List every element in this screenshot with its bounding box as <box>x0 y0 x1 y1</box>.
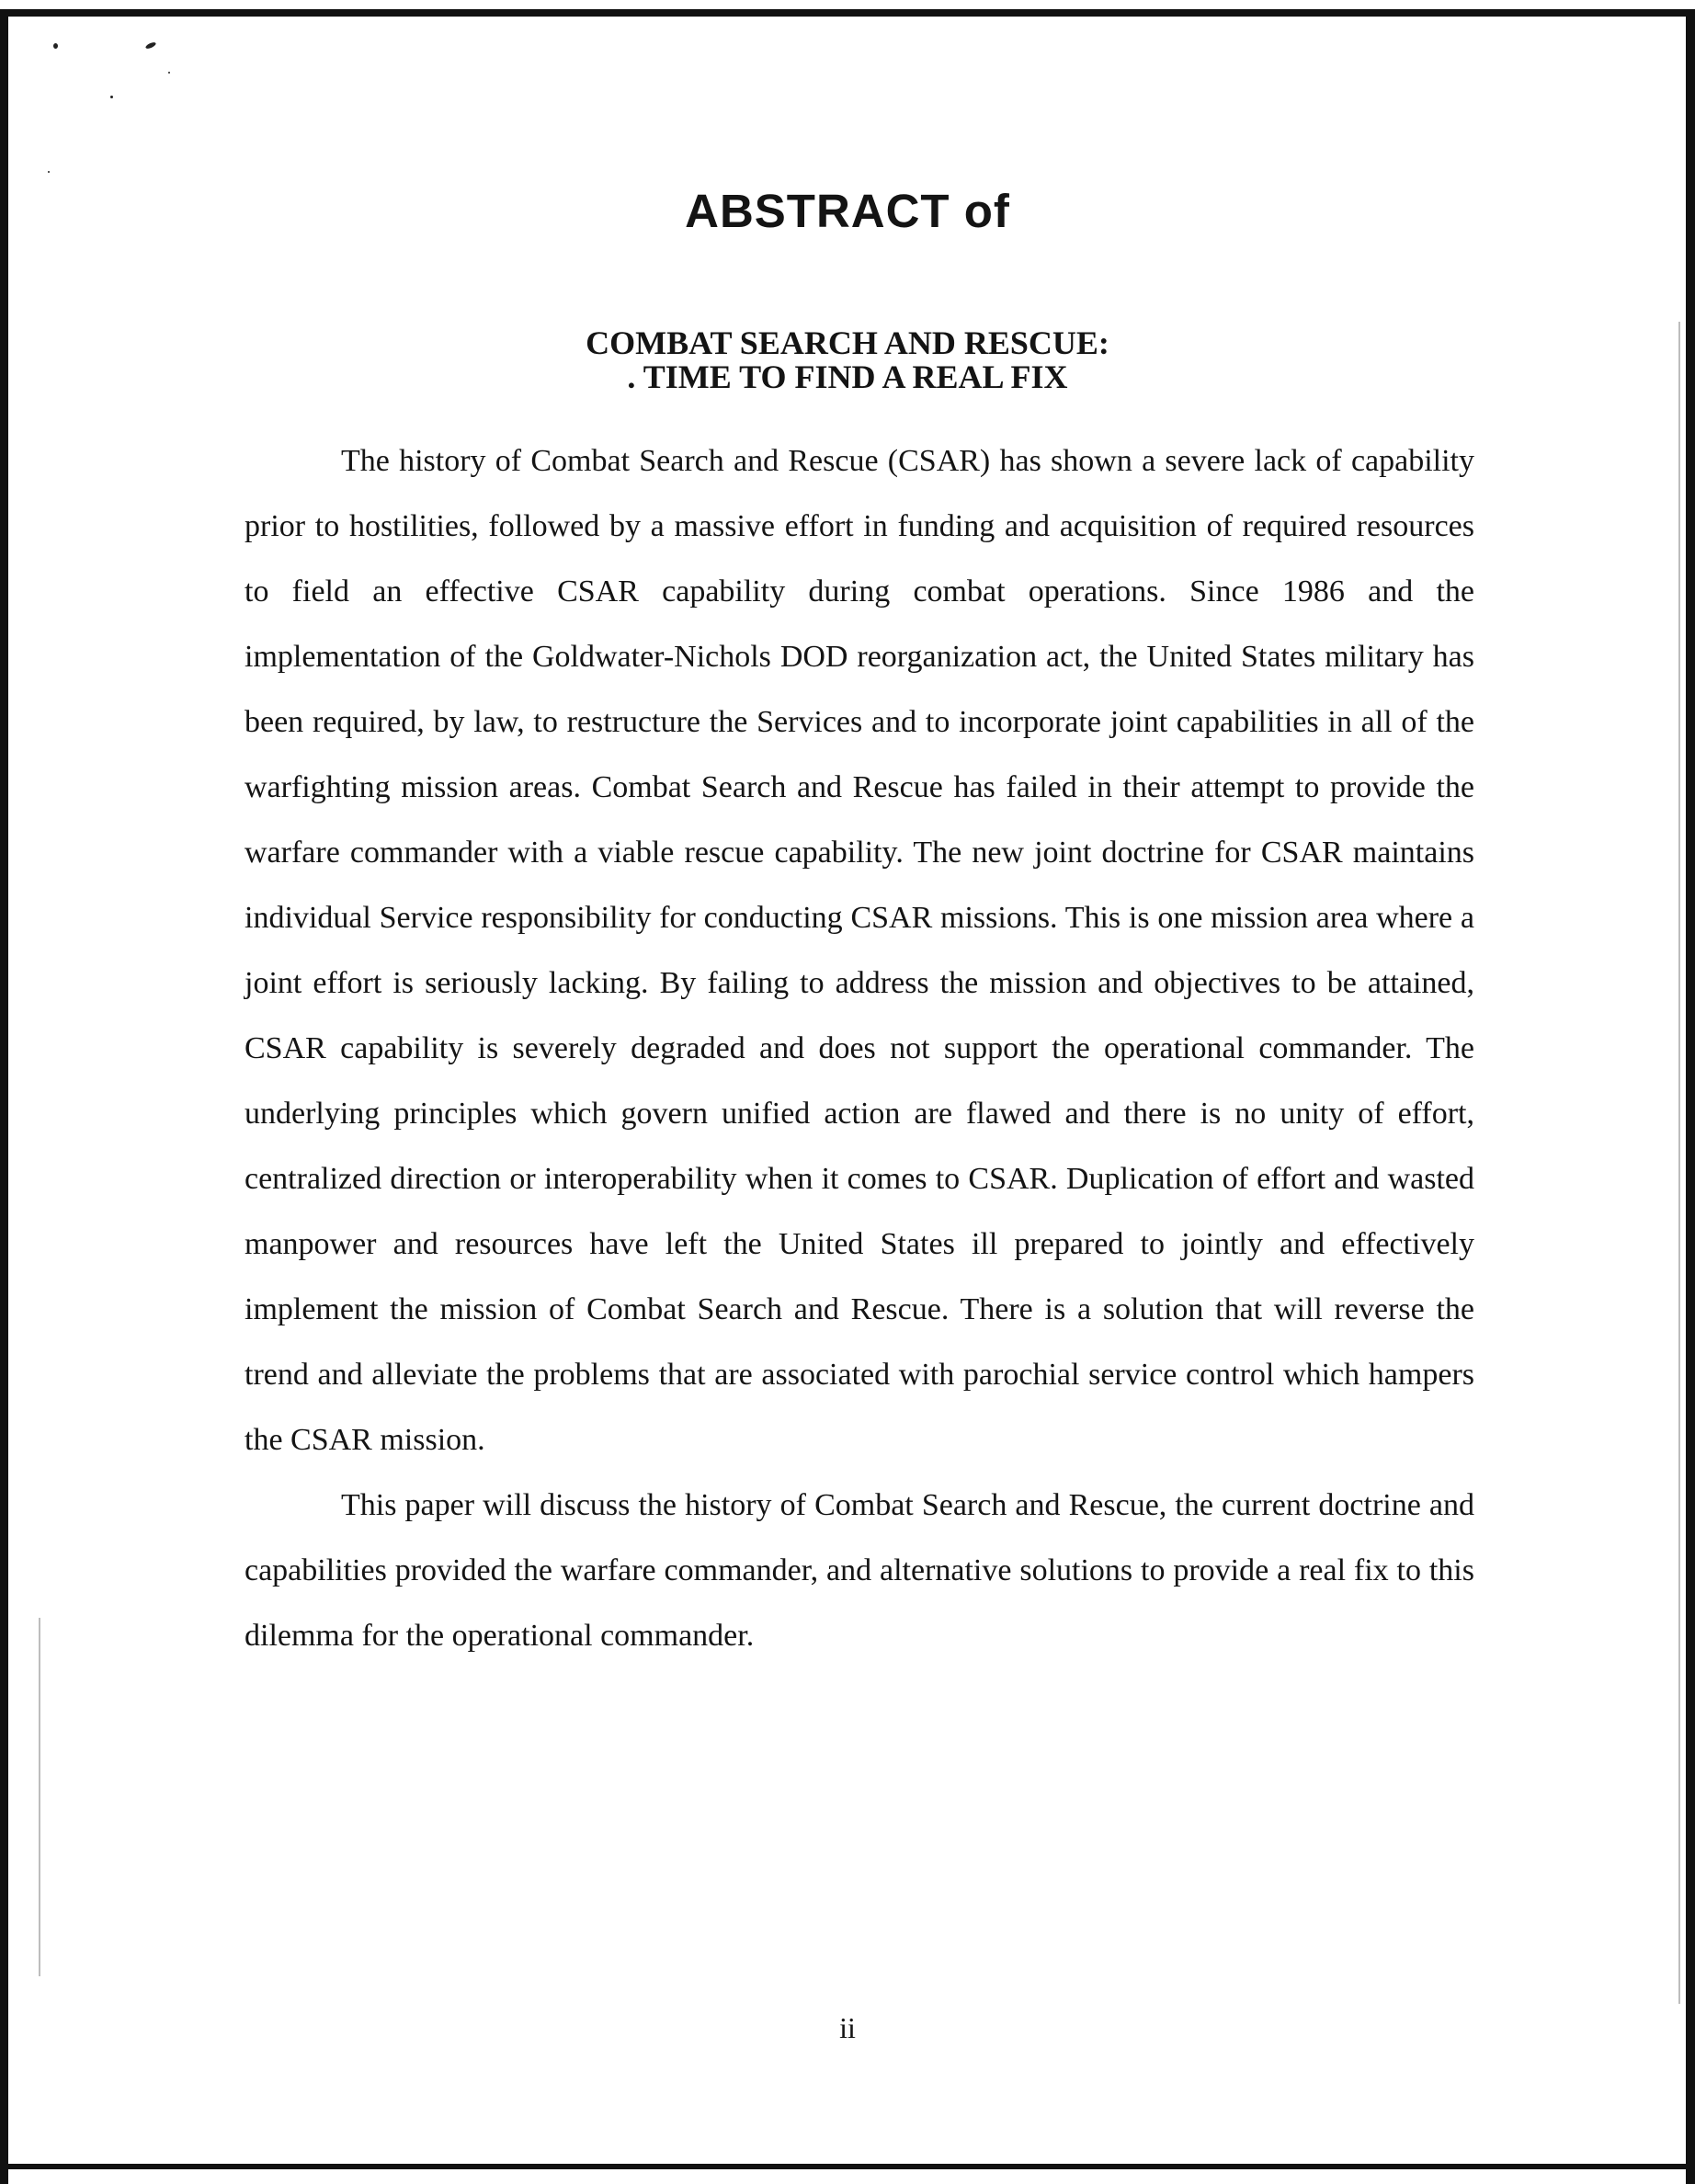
scan-speck <box>168 72 170 74</box>
scan-speck <box>53 43 58 49</box>
abstract-heading: ABSTRACT of <box>685 185 1010 237</box>
scan-speck <box>48 171 50 173</box>
scan-speck <box>110 96 113 98</box>
scan-border-bottom <box>0 2164 1695 2169</box>
paper-title-line: . TIME TO FIND A REAL FIX <box>627 358 1068 395</box>
abstract-body <box>245 428 1474 1668</box>
scan-border-top <box>0 9 1695 17</box>
paper-title <box>0 326 1695 394</box>
page-number: ii <box>839 2011 856 2044</box>
abstract-paragraph: This paper will discuss the history of Combat Search and Rescue, the current doctrine and capabilities provided the warfare commander, and alternative solutions to provide a real fix to this dilemma for the operational commander. <box>245 1488 1474 1653</box>
scan-artifact-line <box>39 1618 40 1976</box>
paper-title-line: COMBAT SEARCH AND RESCUE: <box>586 324 1109 361</box>
abstract-paragraph: The history of Combat Search and Rescue (CSAR) has shown a severe lack of capability prior to hostilities, followed by a massive effort in funding and acquisition of required resources to field an effective CSAR capability during combat operations. Since 1986 and the implementation of the Goldwater-Nichols DOD reorganization act, the United States military has been required, by law, to restructure the Services and to incorporate joint capabilities in all of the warfighting mission areas. Combat Search and Rescue has failed in their attempt to provide the warfare commander with a viable rescue capability. The new joint doctrine for CSAR maintains individual Service responsibility for conducting CSAR missions. This is one mission area where a joint effort is seriously lacking. By failing to address the mission and objectives to be attained, CSAR capability is severely degraded and does not support the operational commander. The underlying principles which govern unified action are flawed and there is no unity of effort, centralized direction or interoperability when it comes to CSAR. Duplication of effort and wasted manpower and resources have left the United States ill prepared to jointly and effectively implement the mission of Combat Search and Rescue. There is a solution that will reverse the trend and alleviate the problems that are associated with parochial service control which hampers the CSAR mission. <box>245 444 1474 1457</box>
scan-artifact-line <box>1678 322 1680 2004</box>
scan-speck <box>145 41 157 51</box>
